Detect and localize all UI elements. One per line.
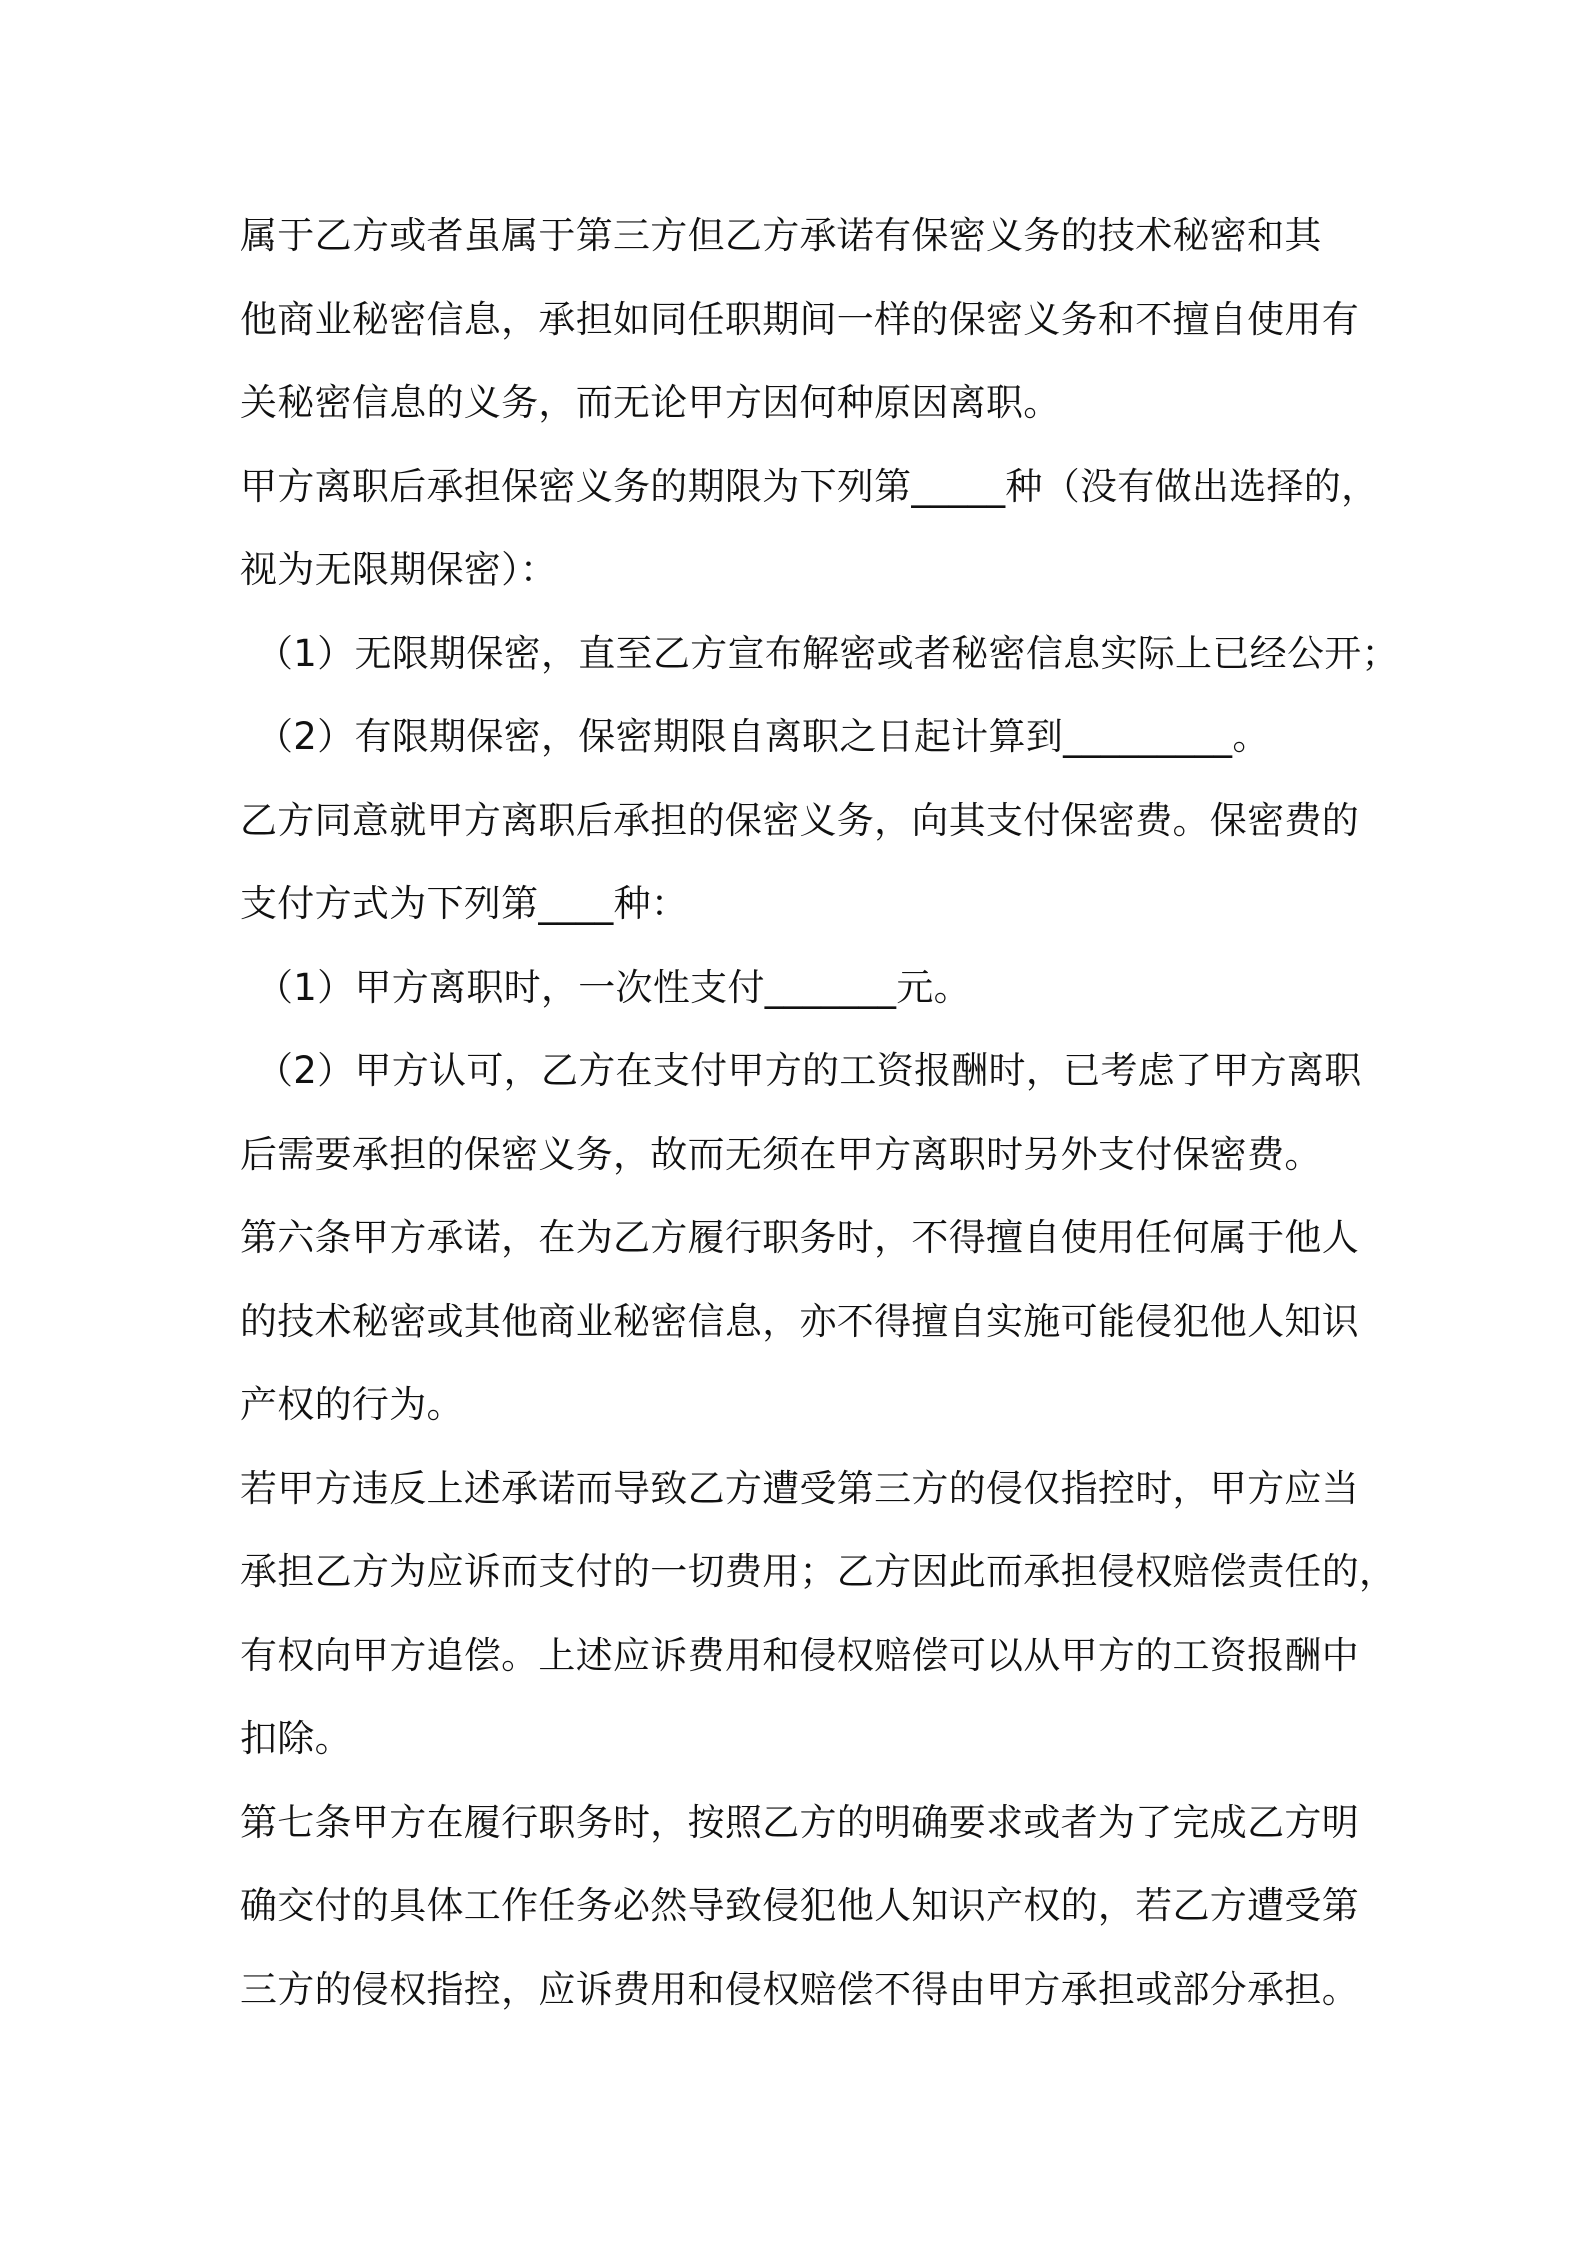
text-line: 关秘密信息的义务，而无论甲方因何种原因离职。 [240, 381, 1061, 424]
text-line: 甲方离职后承担保密义务的期限为下列第_____种（没有做出选择的， [240, 464, 1379, 508]
list-item: （1）甲方离职时，一次性支付_______元。 [256, 965, 971, 1009]
text-line: 后需要承担的保密义务，故而无须在甲方离职时另外支付保密费。 [240, 1132, 1322, 1176]
list-item: （1）无限期保密，直至乙方宣布解密或者秘密信息实际上已经公开； [256, 631, 1399, 675]
text-line: 若甲方违反上述承诺而导致乙方遭受第三方的侵仅指控时，甲方应当 [240, 1466, 1359, 1510]
text-line: 视为无限期保密）： [240, 548, 558, 591]
text-line: 扣除。 [240, 1717, 352, 1760]
text-line: 产权的行为。 [240, 1383, 464, 1426]
list-item: （2）有限期保密，保密期限自离职之日起计算到_________。 [256, 715, 1270, 758]
text-line: 他商业秘密信息，承担如同任职期间一样的保密义务和不擅自使用有 [240, 297, 1359, 341]
document-body [240, 194, 1399, 2031]
text-line: 三方的侵权指控，应诉费用和侵权赔偿不得由甲方承担或部分承担。 [240, 1967, 1359, 2011]
text-line: 第七条甲方在履行职务时，按照乙方的明确要求或者为了完成乙方明 [240, 1800, 1359, 1844]
text-line: 支付方式为下列第____种： [240, 882, 689, 925]
list-item: （2）甲方认可，乙方在支付甲方的工资报酬时，已考虑了甲方离职 [256, 1049, 1362, 1092]
text-line: 属于乙方或者虽属于第三方但乙方承诺有保密义务的技术秘密和其 [240, 214, 1322, 257]
text-line: 有权向甲方追偿。上述应诉费用和侵权赔偿可以从甲方的工资报酬中 [240, 1633, 1359, 1677]
text-line: 承担乙方为应诉而支付的一切费用；乙方因此而承担侵权赔偿责任的， [240, 1550, 1397, 1593]
text-line: 确交付的具体工作任务必然导致侵犯他人知识产权的，若乙方遭受第 [240, 1884, 1359, 1927]
text-line: 第六条甲方承诺，在为乙方履行职务时，不得擅自使用任何属于他人 [240, 1216, 1359, 1259]
text-line: 的技术秘密或其他商业秘密信息，亦不得擅自实施可能侵犯他人知识 [240, 1299, 1359, 1343]
text-line: 乙方同意就甲方离职后承担的保密义务，向其支付保密费。保密费的 [240, 798, 1359, 842]
